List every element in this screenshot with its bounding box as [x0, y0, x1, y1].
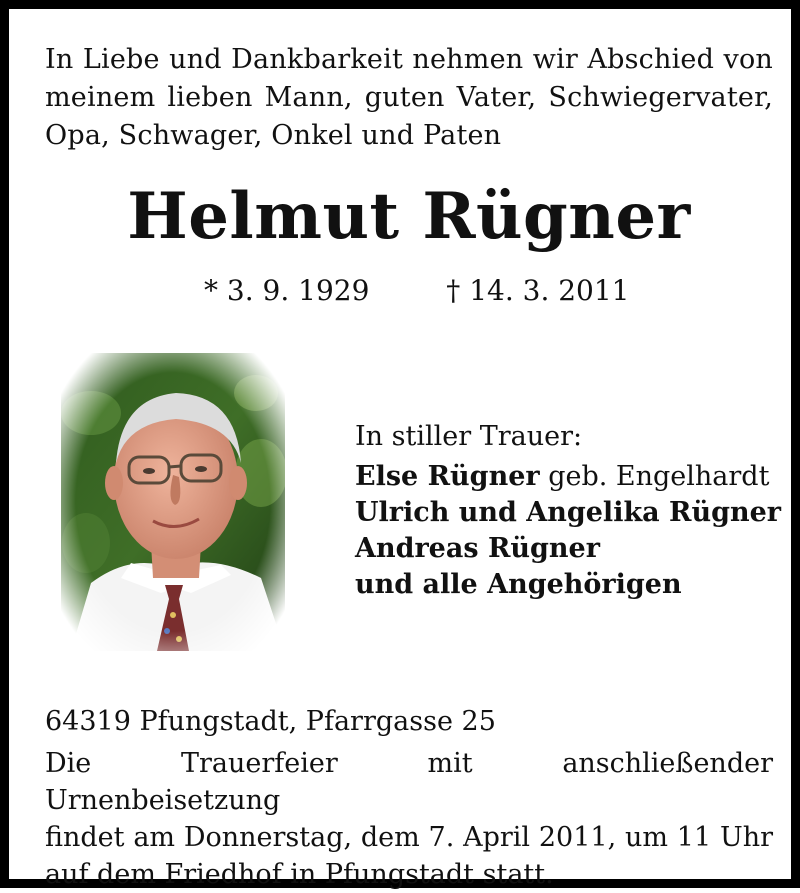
- death-date: † 14. 3. 2011: [446, 274, 630, 307]
- life-dates: [204, 271, 630, 311]
- mourner-name: und alle Angehörigen: [355, 569, 682, 600]
- mourner-entry: [355, 531, 781, 567]
- ceremony-text: [45, 745, 773, 893]
- birth-date: * 3. 9. 1929: [204, 274, 370, 307]
- mourner-entry: [355, 495, 781, 531]
- ceremony-line: auf dem Friedhof in Pfungstadt statt.: [45, 859, 554, 890]
- intro-line: In Liebe und Dankbarkeit nehmen wir Abschied von: [45, 44, 773, 75]
- address: 64319 Pfungstadt, Pfarrgasse 25: [45, 706, 496, 737]
- intro-line: Opa, Schwager, Onkel und Paten: [45, 120, 502, 151]
- mourner-name: Else Rügner: [355, 461, 540, 492]
- ceremony-line: Die Trauerfeier mit anschließender Urnenbeisetzung: [45, 748, 773, 816]
- mourner-entry: [355, 567, 781, 603]
- mourners-block: [355, 419, 781, 603]
- deceased-name: Helmut Rügner: [127, 179, 691, 254]
- mourner-name: Andreas Rügner: [355, 533, 600, 564]
- intro-text: [45, 41, 773, 155]
- portrait-photo: [61, 353, 285, 651]
- mourner-entry: [355, 459, 781, 495]
- mourner-name: Ulrich und Angelika Rügner: [355, 497, 782, 528]
- mourner-note: geb. Engelhardt: [539, 461, 770, 492]
- mourners-heading: In stiller Trauer:: [355, 421, 583, 452]
- intro-line: meinem lieben Mann, guten Vater, Schwiegervater,: [45, 82, 773, 113]
- ceremony-line: findet am Donnerstag, dem 7. April 2011, um 11 Uhr: [45, 822, 773, 853]
